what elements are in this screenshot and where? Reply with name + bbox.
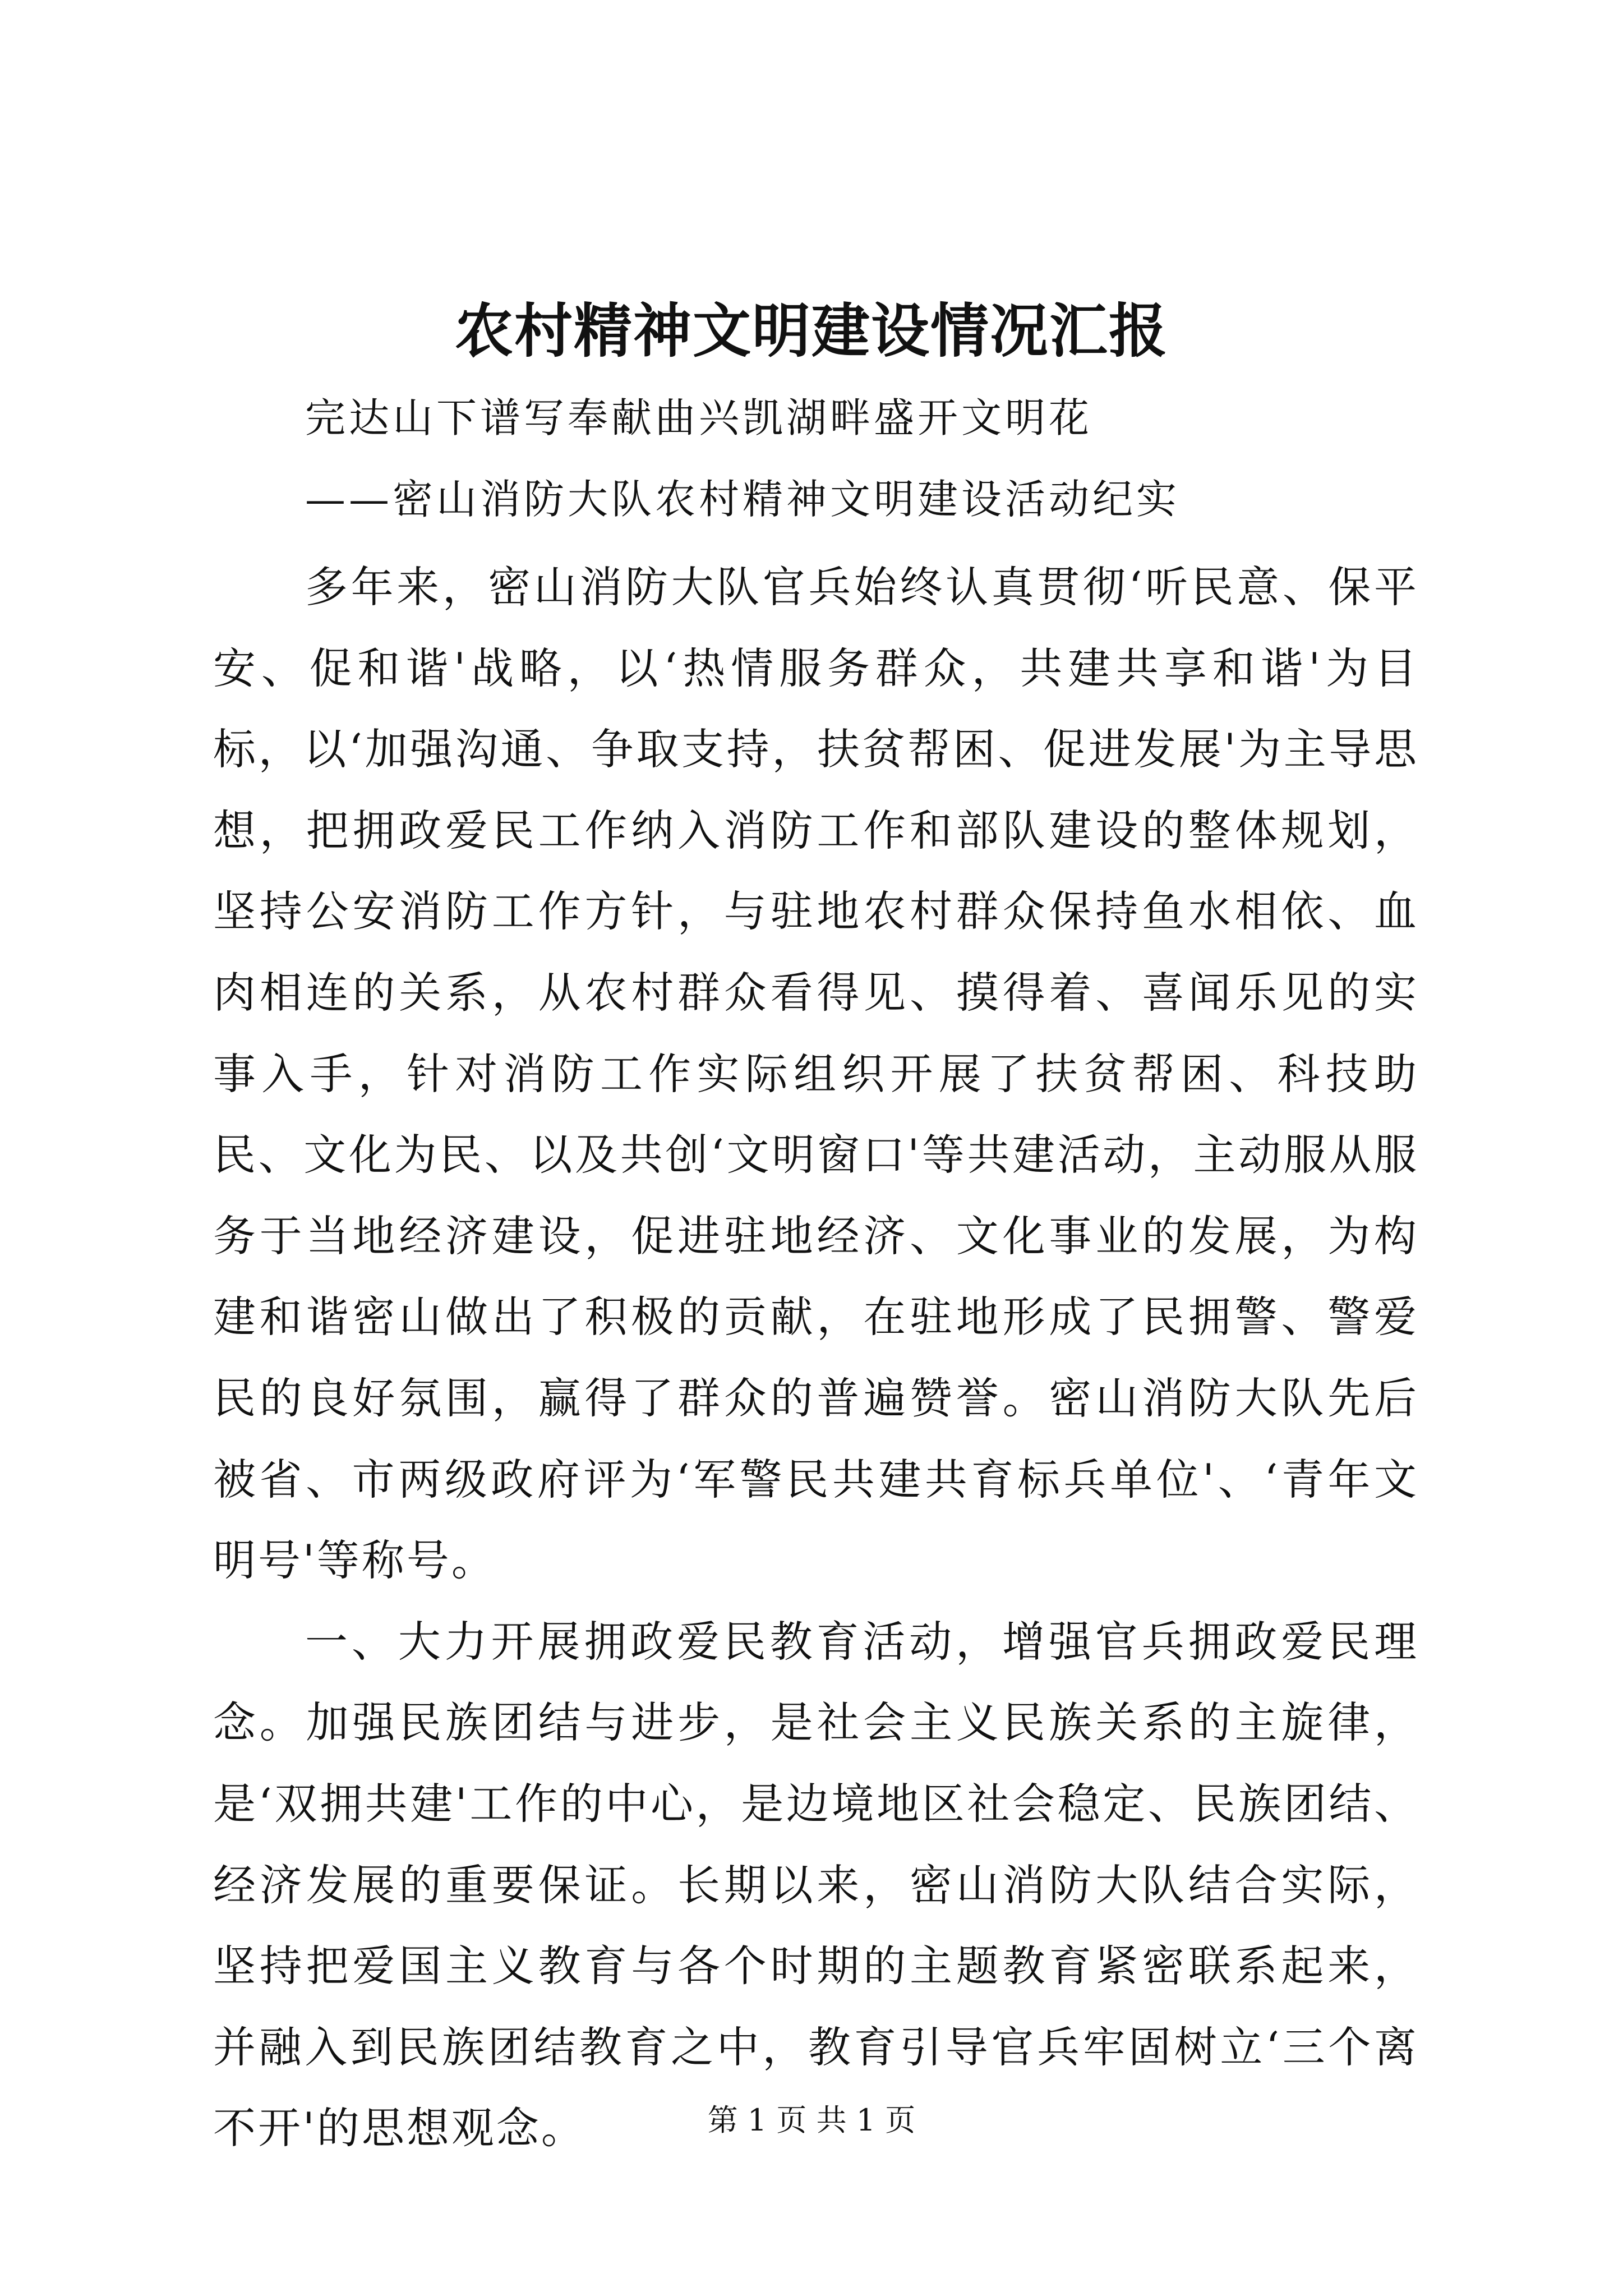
page-number: 第 1 页 共 1 页: [707, 2102, 916, 2138]
paragraph-section-one: 一、大力开展拥政爱民教育活动，增强官兵拥政爱民理念。加强民族团结与进步，是社会主义民族关系的主旋律，是‘双拥共建'工作的中心，是边境地区社会稳定、民族团结、经济发展的重要保证。长期以来，密山消防大队结合实际，坚持把爱国主义教育与各个时期的主题教育紧密联系起来，并融入到民族团结教育之中，教育引导官兵牢固树立‘三个离不开'的思想观念。: [213, 1616, 1419, 2154]
document-subtitle-dash: ——密山消防大队农村精神文明建设活动纪实: [305, 476, 1181, 523]
document-title: 农村精神文明建设情况汇报: [454, 296, 1168, 365]
document-subtitle: 完达山下谱写奉献曲兴凯湖畔盛开文明花: [305, 394, 1093, 441]
paragraph-intro: 多年来，密山消防大队官兵始终认真贯彻‘听民意、保平安、促和谐'战略，以‘热情服务群众，共建共享和谐'为目标，以‘加强沟通、争取支持，扶贫帮困、促进发展'为主导思想，把拥政爱民工作纳入消防工作和部队建设的整体规划，坚持公安消防工作方针，与驻地农村群众保持鱼水相依、血肉相连的关系，从农村群众看得见、摸得着、喜闻乐见的实事入手，针对消防工作实际组织开展了扶贫帮困、科技助民、文化为民、以及共创‘文明窗口'等共建活动，主动服从服务于当地经济建设，促进驻地经济、文化事业的发展，为构建和谐密山做出了积极的贡献，在驻地形成了民拥警、警爱民的良好氛围，赢得了群众的普遍赞誉。密山消防大队先后被省、市两级政府评为‘军警民共建共育标兵单位'、‘青年文明号'等称号。: [213, 562, 1419, 1586]
document-body: [213, 547, 1419, 2169]
